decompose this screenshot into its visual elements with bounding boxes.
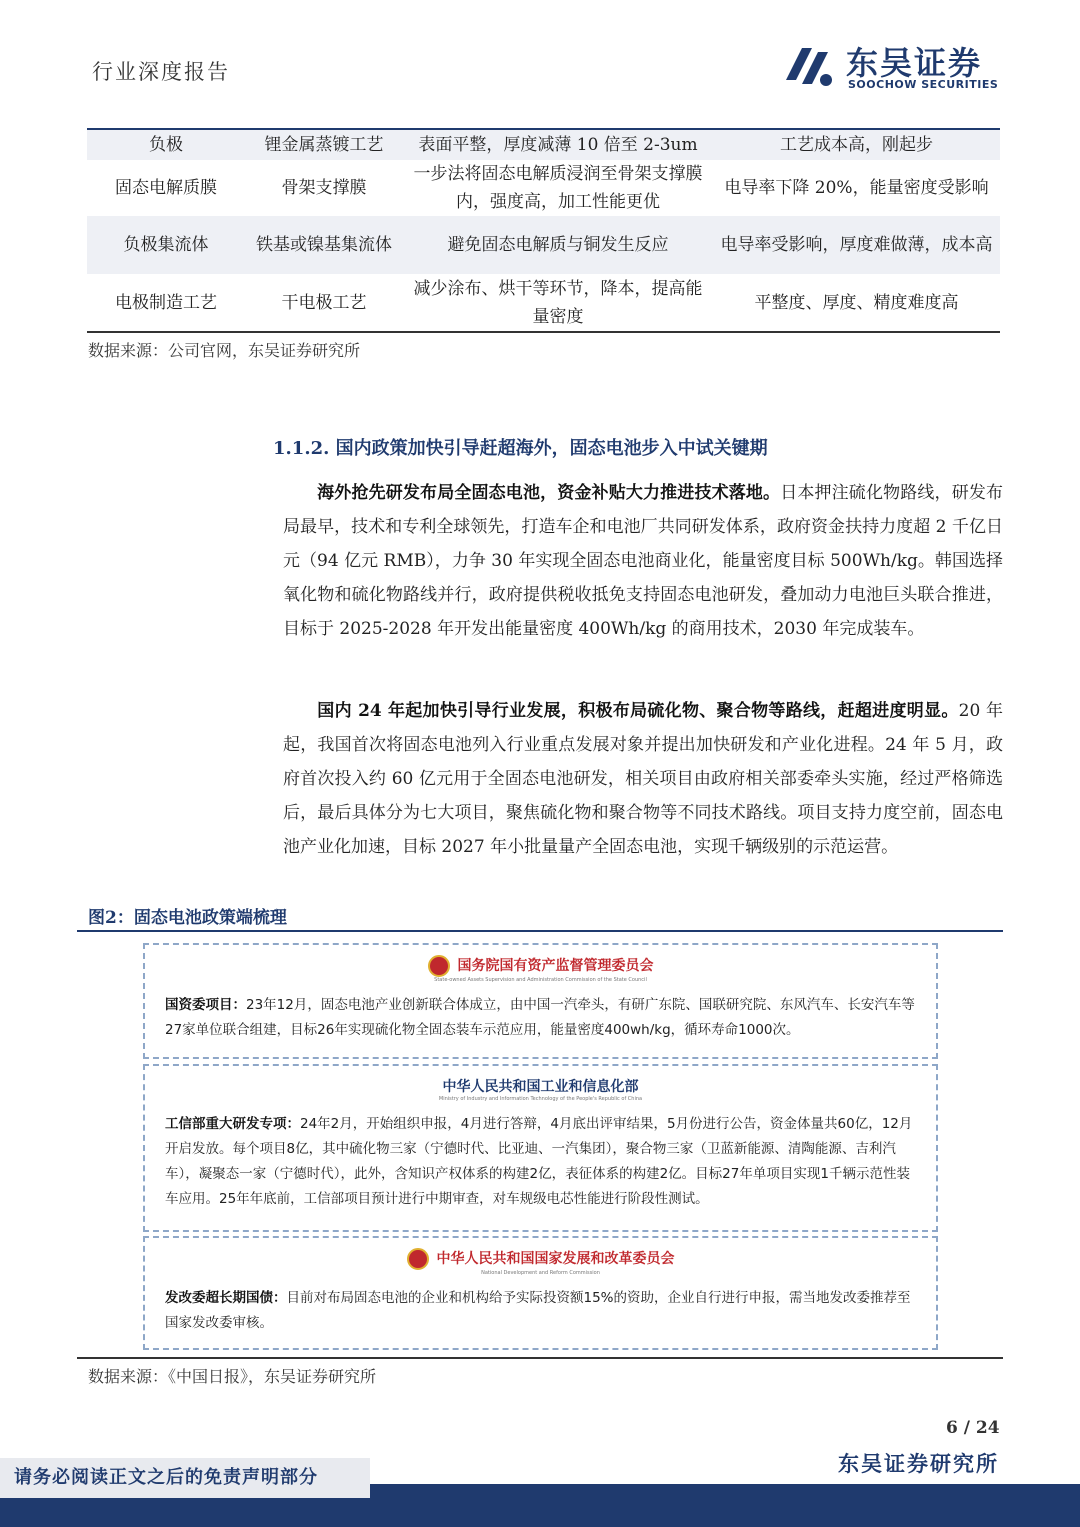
panel-label: 工信部重大研发专项： [165,1116,300,1132]
table-cell: 锂金属蒸镀工艺 [245,130,403,160]
report-type: 行业深度报告 [92,60,230,84]
table-cell: 电导率受影响，厚度难做薄，成本高 [713,216,1000,274]
table-row [87,160,1000,216]
paragraph-domestic [283,694,1003,864]
panel-org-en: Ministry of Industry and Information Technology of the People's Republic of China [438,1096,643,1102]
paragraph-lead: 国内 24 年起加快引导行业发展，积极布局硫化物、聚合物等路线，赶超进度明显。 [317,701,959,721]
table-row [87,130,1000,160]
page-number: 6 / 24 [946,1418,1000,1438]
table-cell: 干电极工艺 [281,292,367,313]
table-source: 数据来源：公司官网，东吴证券研究所 [88,341,361,360]
panel-text: 24年2月，开始组织申报，4月进行答辩，4月底出评审结果，5月份进行公告，资金体量共60亿，12月开启发放。每个项目8亿，其中硫化物三家（宁德时代、比亚迪、一汽集团），聚合物三家（卫蓝新能源、清陶能源、吉利汽车），凝聚态一家（宁德时代），此外，含知识产权体系的构建2亿，表征体系的构建2亿。目标27年单项目实现1千辆示范性装车应用。25年年底前，工信部项目预计进行中期审查，对车规级电芯性能进行阶段性测试。 [165,1116,913,1207]
company-logo [778,40,1008,96]
table-cell: 工艺成本高，刚起步 [713,130,1000,160]
logo-en-text: SOOCHOW SECURITIES [848,78,999,91]
table-row [87,274,1000,331]
panel-label: 发改委超长期国债： [165,1290,287,1306]
tech-table [87,130,1000,331]
figure-source: 数据来源：《中国日报》，东吴证券研究所 [88,1367,377,1386]
table-cell: 固态电解质膜 [115,178,217,198]
paragraph-lead: 海外抢先研发布局全固态电池，资金补贴大力推进技术落地。 [317,483,781,503]
table-cell: 表面平整，厚度减薄 10 倍至 2-3um [403,130,713,160]
figure-bottom-rule [77,1357,1003,1359]
policy-panel-sasac [143,943,938,1059]
table-row [87,216,1000,274]
table-cell: 一步法将固态电解质浸润至骨架支撑膜内，强度高，加工性能更优 [413,164,703,212]
figure-title: 图2：固态电池政策端梳理 [88,908,287,928]
panel-text: 目前对布局固态电池的企业和机构给予实际投资额15%的资助，企业自行进行申报，需当地发改委推荐至国家发改委审核。 [165,1290,911,1331]
disclaimer-note: 请务必阅读正文之后的免责声明部分 [0,1458,370,1498]
panel-org: 国务院国有资产监督管理委员会 [457,958,654,974]
table-cell: 避免固态电解质与铜发生反应 [403,216,713,274]
national-emblem-icon [407,1248,429,1270]
figure-top-rule [77,930,1003,932]
section-heading: 1.1.2. 国内政策加快引导赶超海外，固态电池步入中试关键期 [273,438,768,459]
panel-org: 中华人民共和国工业和信息化部 [442,1079,639,1095]
table-cell: 负极集流体 [87,216,245,274]
table-cell: 骨架支撑膜 [281,178,367,198]
table-cell: 平整度、厚度、精度难度高 [754,292,959,313]
panel-text: 23年12月，固态电池产业创新联合体成立，由中国一汽牵头，有研广东院、国联研究院、东风汽车、长安汽车等27家单位联合组建，目标26年实现硫化物全固态装车示范应用，能量密度400wh/kg，循环寿命1000次。 [165,997,915,1038]
table-cell: 电极制造工艺 [115,292,217,313]
logo-icon [778,40,838,92]
paragraph-body: 20 年起，我国首次将固态电池列入行业重点发展对象并提出加快研发和产业化进程。24 年 5 月，政府首次投入约 60 亿元用于全固态电池研发，相关项目由政府相关部委牵头实施，经过严格筛选后，最后具体分为七大项目，聚焦硫化物和聚合物等不同技术路线。项目支持力度空前，固态电池产业化加速，目标 2027 年小批量量产全固态电池，实现千辆级别的示范运营。 [283,701,1003,857]
panel-org: 中华人民共和国国家发展和改革委员会 [436,1251,675,1267]
table-cell: 负极 [87,130,245,160]
panel-org-en: National Development and Reform Commission [481,1270,600,1276]
national-emblem-icon [428,955,450,977]
table-cell: 减少涂布、烘干等环节，降本，提高能量密度 [413,278,703,327]
table-cell: 铁基或镍基集流体 [245,216,403,274]
paragraph-overseas [283,476,1003,646]
logo-cn-text: 东吴证券 [846,44,983,82]
footer-org: 东吴证券研究所 [838,1451,999,1476]
panel-org-en: State-owned Assets Supervision and Administration Commission of the State Council [434,977,647,983]
policy-panel-miit [143,1064,938,1232]
table-bottom-rule [87,331,1000,333]
table-cell: 电导率下降 20%，能量密度受影响 [724,178,989,198]
panel-label: 国资委项目： [165,997,246,1013]
paragraph-body: 日本押注硫化物路线，研发布局最早，技术和专利全球领先，打造车企和电池厂共同研发体系，政府资金扶持力度超 2 千亿日元（94 亿元 RMB），力争 30 年实现全固态电池商业化，能量密度目标 500Wh/kg。韩国选择氧化物和硫化物路线并行，政府提供税收抵免支持固态电池研发，叠加动力电池巨头联合推进，目标于 2025-2028 年开发出能量密度 400Wh/kg 的商用技术，2030 年完成装车。 [283,483,1004,639]
policy-panel-ndrc [143,1236,938,1350]
